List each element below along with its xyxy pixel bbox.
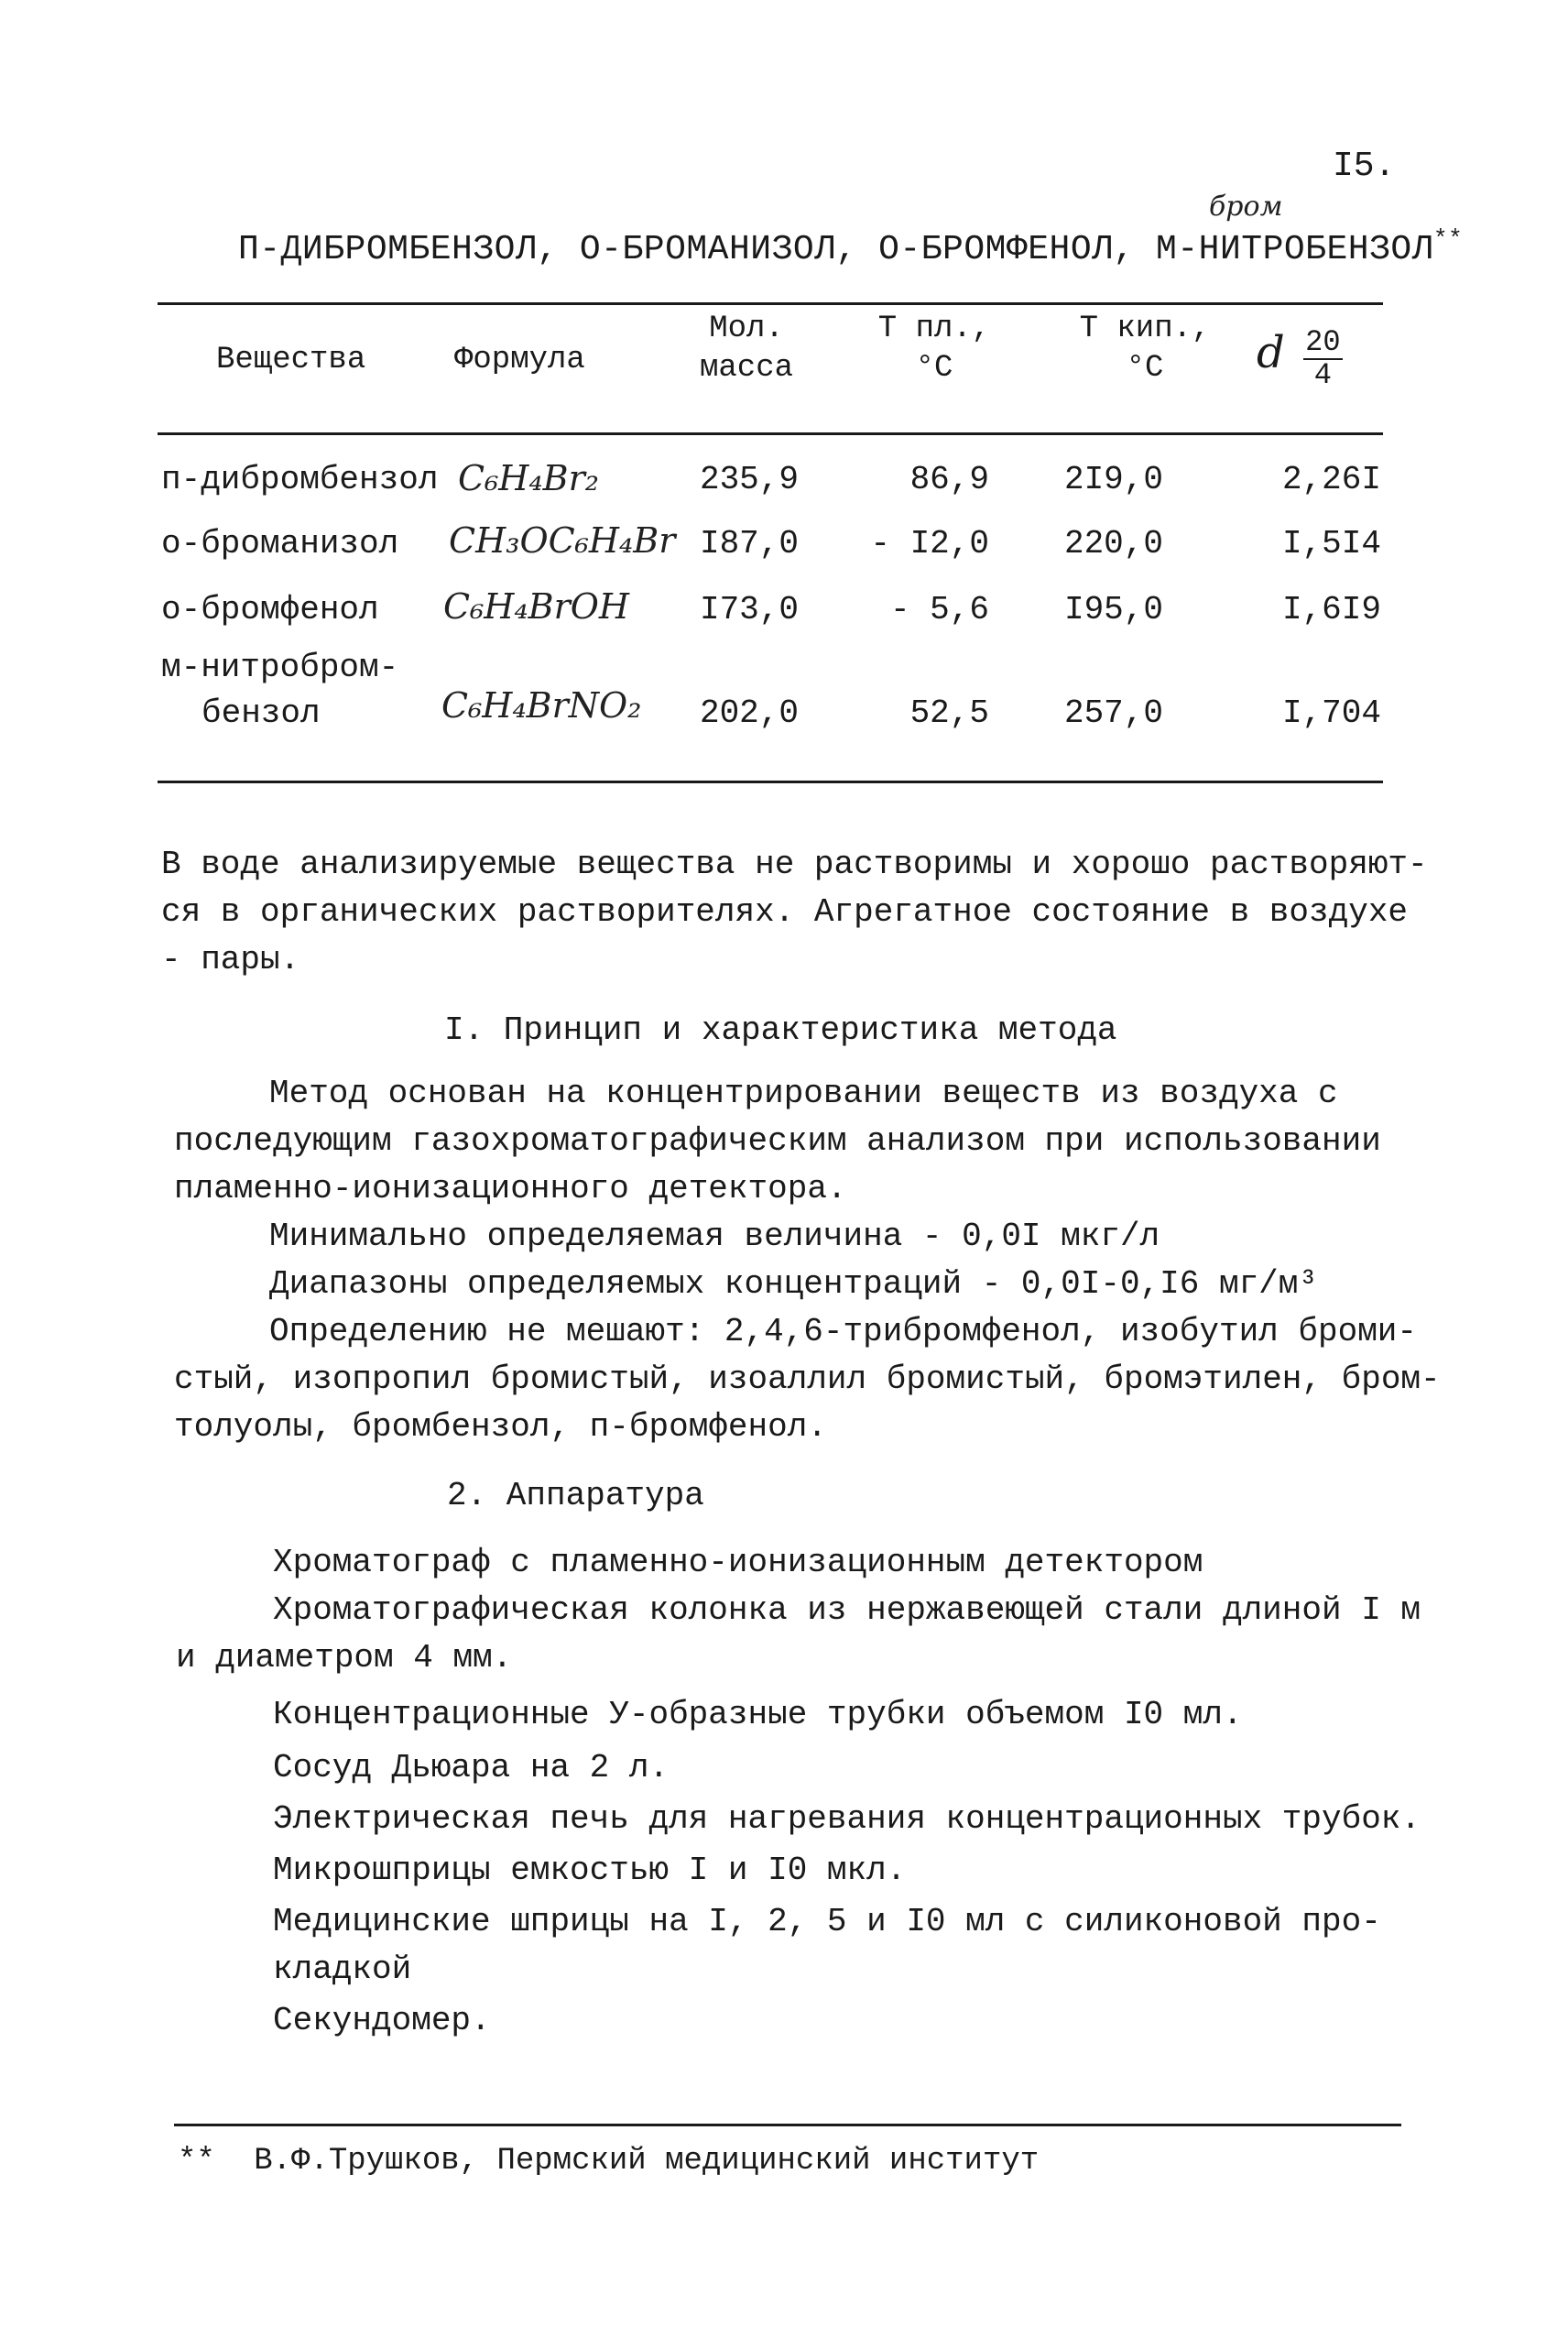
section1-line-2: последующим газохроматографическим анализом при использовании: [174, 1122, 1381, 1160]
section2-line-3: и диаметром 4 мм.: [176, 1639, 513, 1677]
header-substance: Вещества: [216, 343, 366, 377]
header-formula: Формула: [454, 343, 585, 377]
header-melting-point: [861, 310, 1007, 388]
row2-formula: CH₃OC₆H₄Br: [449, 520, 676, 561]
row2-density: I,5I4: [1281, 525, 1381, 563]
row1-mass: 235,9: [699, 461, 799, 498]
section2-line-7: Микрошприцы емкостью I и I0 мкл.: [273, 1852, 907, 1889]
footnote-mark: **: [178, 2144, 215, 2179]
row3-formula: C₆H₄BrOH: [443, 586, 630, 627]
footnote-rule: [174, 2124, 1401, 2126]
row4-formula: C₆H₄BrNO₂: [441, 685, 642, 726]
row2-mass: I87,0: [699, 525, 799, 563]
section1-line-6: Определению не мешают: 2,4,6-трибромфенол, изобутил броми-: [269, 1313, 1418, 1350]
section2-line-10: Секундомер.: [273, 2002, 491, 2039]
row1-formula: C₆H₄Br₂: [458, 458, 600, 498]
section1-line-1: Метод основан на концентрировании веществ из воздуха с: [269, 1075, 1338, 1112]
row2-tmelt: - I2,0: [870, 525, 989, 563]
header-tboil-line1: Т кип.,: [1079, 311, 1211, 346]
header-tboil-line2: °С: [1126, 350, 1164, 386]
section1-line-4: Минимально определяемая величина - 0,0I мкг/л: [269, 1218, 1160, 1255]
intro-line-1: В воде анализируемые вещества не растворимы и хорошо растворяют-: [161, 846, 1428, 883]
row4-mass: 202,0: [699, 694, 799, 732]
footnote: [178, 2144, 1039, 2179]
row4-name-line1: м-нитробром-: [161, 649, 399, 686]
row3-tmelt: - 5,6: [889, 591, 989, 628]
row4-name-line2: бензол: [201, 694, 321, 732]
header-density: [1257, 325, 1343, 391]
row3-mass: I73,0: [699, 591, 799, 628]
table-bottom-rule: [158, 781, 1383, 783]
header-mass-line1: Мол.: [709, 311, 784, 346]
header-boiling-point: [1062, 310, 1227, 388]
page-number: I5.: [1333, 147, 1396, 186]
row3-name: о-бромфенол: [161, 591, 379, 628]
table-top-rule: [158, 302, 1383, 305]
title-footnote-mark: **: [1433, 225, 1464, 253]
section2-line-4: Концентрационные У-образные трубки объемом I0 мл.: [273, 1696, 1243, 1733]
section2-heading: 2. Аппаратура: [447, 1477, 704, 1514]
section1-line-5: Диапазоны определяемых концентраций - 0,0I-0,I6 мг/м³: [269, 1265, 1318, 1303]
intro-line-2: ся в органических растворителях. Агрегатное состояние в воздухе: [161, 893, 1409, 931]
row1-tmelt: 86,9: [909, 461, 989, 498]
row3-tboil: I95,0: [1063, 591, 1163, 628]
section2-line-1: Хроматограф с пламенно-ионизационным детектором: [273, 1544, 1203, 1581]
header-mass-line2: масса: [699, 350, 794, 386]
row1-tboil: 2I9,0: [1063, 461, 1163, 498]
title-text: П-ДИБРОМБЕНЗОЛ, О-БРОМАНИЗОЛ, О-БРОМФЕНОЛ, М-НИТРОБЕНЗОЛ: [238, 230, 1434, 269]
table-header-rule: [158, 432, 1383, 435]
footnote-text: В.Ф.Трушков, Пермский медицинский институт: [254, 2144, 1040, 2179]
density-fraction: [1303, 325, 1342, 393]
document-title: [238, 225, 1463, 269]
density-temp: 20: [1305, 325, 1341, 360]
row2-name: о-броманизол: [161, 525, 399, 563]
header-mass: [678, 310, 815, 388]
section1-line-3: пламенно-ионизационного детектора.: [174, 1170, 847, 1207]
section1-line-8: толуолы, бромбензол, п-бромфенол.: [174, 1408, 827, 1446]
section2-line-2: Хроматографическая колонка из нержавеющей стали длиной I м: [273, 1591, 1421, 1629]
section2-line-9: кладкой: [273, 1950, 412, 1988]
section2-line-6: Электрическая печь для нагревания концентрационных трубок.: [273, 1800, 1421, 1838]
row4-tboil: 257,0: [1063, 694, 1163, 732]
intro-line-3: - пары.: [161, 941, 300, 978]
header-tmelt-line1: Т пл.,: [877, 311, 991, 346]
row2-tboil: 220,0: [1063, 525, 1163, 563]
row1-name: п-дибромбензол: [161, 461, 439, 498]
handwritten-note: бром: [1209, 191, 1283, 223]
section2-line-8: Медицинские шприцы на I, 2, 5 и I0 мл с силиконовой про-: [273, 1903, 1381, 1940]
row3-density: I,6I9: [1281, 591, 1381, 628]
density-symbol: d: [1257, 327, 1285, 378]
row1-density: 2,26I: [1281, 461, 1381, 498]
section2-line-5: Сосуд Дьюара на 2 л.: [273, 1749, 670, 1786]
section1-line-7: стый, изопропил бромистый, изоаллил бромистый, бромэтилен, бром-: [174, 1360, 1441, 1398]
density-ref: 4: [1313, 358, 1332, 393]
row4-density: I,704: [1281, 694, 1381, 732]
header-tmelt-line2: °С: [915, 350, 953, 386]
section1-heading: I. Принцип и характеристика метода: [444, 1011, 1117, 1049]
row4-tmelt: 52,5: [909, 694, 989, 732]
